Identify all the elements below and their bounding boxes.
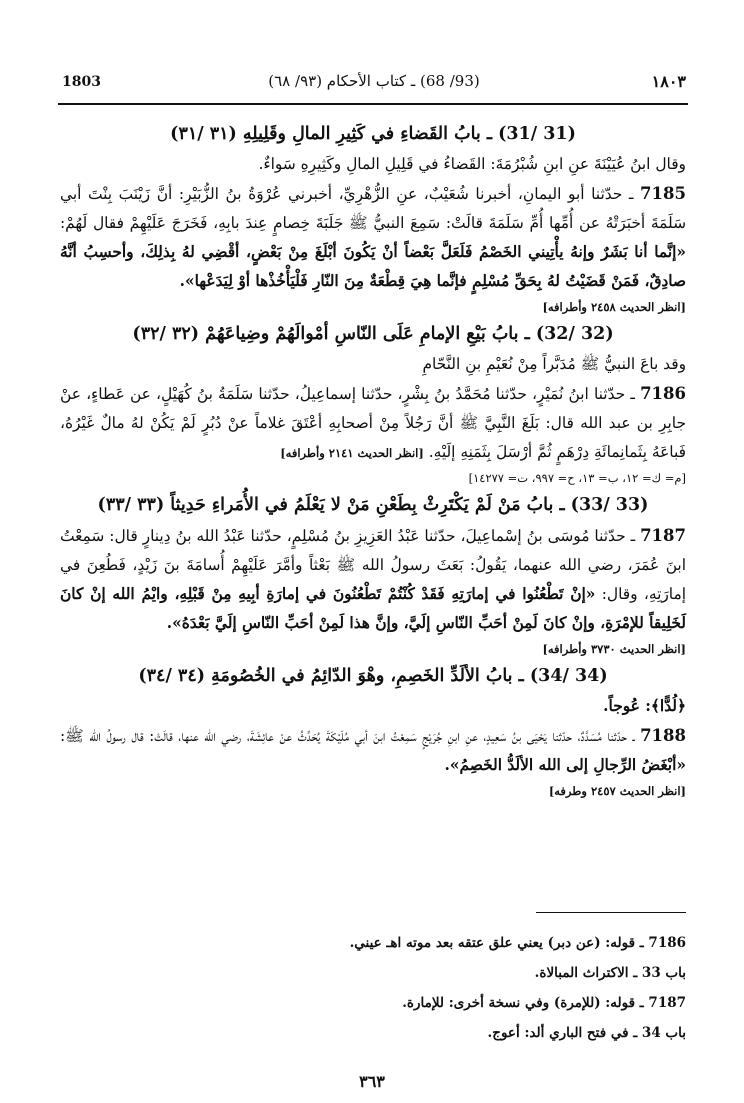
footnote-rule: [536, 912, 686, 913]
hadith-text: ـ حدّثنا ابنُ نُمَيْرٍ، حدّثنا مُحَمَّدُ بنُ بِشْرٍ، حدّثنا إسماعِيلُ، حدّثنا سَلَمَةُ بنُ كُهَيْلٍ، عن عَطاءٍ، عنْ جابِرِ بن عبد الله قال: بَلَغَ النَّبِيَّ ﷺ أنَّ رَجُلاً مِنْ أصحابِهِ أعْتَقَ غلاماً عنْ دُبُرٍ لَمْ يَكُنْ لهُ مالٌ غَيْرُهُ، فَباعَهُ بِثَمانِمائَةِ دِرْهَمٍ ثُمَّ أرْسَلَ بِثَمَنِهِ إلَيْهِ.: [60, 385, 686, 461]
chapter-heading: (33 /33) ـ بابُ مَنْ لَمْ يَكْتَرِثْ بِطَعْنِ مَنْ لا يَعْلَمُ في الأُمَراءِ حَدِيثاً (٣٣ /٣٣): [97, 495, 649, 515]
main-text: [60, 118, 686, 802]
hadith-paragraph: [60, 379, 686, 467]
chapter-intro: ﴿لُدًّا﴾: عُوجاً.: [603, 697, 686, 715]
running-title: (93/ 68) ـ كتاب الأحكام (٩٣/ ٦٨): [268, 72, 480, 90]
hadith-reference: [انظر الحديث ٢١٤١ وأطرافه]: [280, 446, 424, 460]
hadith-paragraph: [60, 521, 686, 638]
chapter-heading: (31 /31) ـ بابُ القَضاءِ في كَثِيرِ المالِ وقَلِيلِهِ (٣١ /٣١): [170, 124, 576, 144]
footnote-text: ـ قوله: (للإمرة) وفي نسخة أخرى: للإمارة.: [402, 995, 644, 1011]
footnotes: [60, 928, 686, 1048]
hadith-paragraph: [60, 179, 686, 296]
hadith-quote: «إنَّما أنا بَشَرٌ وإنهُ يأْتِيني الخَصْمُ فَلَعَلَّ بَعْضاً أنْ يَكُونَ أبْلَغَ مِنْ بَعْضٍ، أقْضِي لهُ بِذلِكَ، وأحسِبُ أنَّهُ صادِقٌ، فَمَنْ قَضَيْتُ لهُ بِحَقِّ مُسْلِمٍ فإنَّما هِيَ قِطْعَةٌ مِنَ النّارِ فَلْيَأْخُذْها أوْ لِيَدَعْها».: [60, 243, 686, 290]
footnote: [60, 988, 686, 1018]
hadith-reference: [انظر الحديث ٣٧٣٠ وأطرافه]: [542, 642, 686, 656]
page-number-arabic: ١٨٠٣: [651, 72, 686, 91]
hadith-text: ـ حدّثنا مُسَدَّدٌ، حدّثنا يَحْيَى بنُ سَعِيدٍ، عنِ ابنِ جُرَيْجٍ سَمِعْتُ ابنَ أبي مُلَيْكَةَ يُحَدِّثُ عنْ عائِشَةَ، رضي الله عنها، قالَتْ: قال رسولُ الله ﷺ:: [60, 727, 635, 745]
hadith-paragraph: [60, 721, 686, 780]
hadith-quote: «إنْ تَطْعُنُوا في إمارَتِهِ فَقَدْ كُنْتُمْ تَطْعُنُونَ في إمارَةِ أبِيهِ مِنْ قَبْلِهِ، وايْمُ الله إنْ كانَ لَخَلِيقاً للإمْرَةِ، وإنْ كانَ لَمِنْ أحَبِّ النّاسِ إلَيَّ، وإنَّ هذا لَمِنْ أحَبِّ النّاسِ إلَيَّ بَعْدَهُ».: [60, 585, 686, 632]
hadith-number: 7185: [640, 184, 686, 203]
hadith-reference: [انظر الحديث ٢٤٥٨ وأطرافه]: [542, 300, 686, 314]
footnote: [60, 958, 686, 988]
chapter-heading: (32 /32) ـ بابُ بَيْعِ الإمامِ عَلَى النّاسِ أمْوالَهُمْ وضِياعَهُمْ (٣٢ /٣٢): [132, 324, 614, 344]
hadith-number: 7186: [640, 384, 686, 403]
chapter-intro: وقال ابنُ عُيَيْنَةَ عنِ ابنِ شُبْرُمَةَ: القَضاءُ في قَلِيلِ المالِ وكَثِيرِهِ سَواءٌ.: [258, 155, 686, 173]
footnote-number: 7186: [648, 935, 686, 951]
hadith-quote: «أبْغَضُ الرِّجالِ إلى الله الألَدُّ الخَصِمُ».: [444, 756, 686, 774]
footnote-number: 7187: [648, 995, 686, 1011]
page-footer-number: ٣٦٣: [359, 1072, 385, 1091]
chapter-heading: (34 /34) ـ بابُ الألَدِّ الخَصِمِ، وهْوَ الدّائِمُ في الخُصُومَةِ (٣٤ /٣٤): [138, 666, 608, 686]
footnote: [60, 1018, 686, 1048]
hadith-reference: [انظر الحديث ٢٤٥٧ وطرفه]: [548, 784, 686, 798]
hadith-text: ـ حدّثنا أبو اليمانِ، أخبرنا شُعَيْبٌ، عنِ الزُّهْرِيِّ، أخبرني عُرْوَةُ بنُ الزُّبَيْرِ: أنَّ زَيْنَبَ بِنْتَ أبي سَلَمَةَ أخبَرَتْهُ عن أُمِّها أُمِّ سَلَمَةَ قالَتْ: سَمِعَ النبيُّ ﷺ جَلَبَةَ خِصامٍ عِندَ بابِهِ، فَخَرَجَ عَلَيْهِمْ فقال لَهُمْ:: [60, 185, 686, 232]
footnote-text: باب 33 ـ الاكتراث المبالاة.: [534, 965, 686, 981]
footnote: [60, 928, 686, 958]
hadith-text: ـ حدّثنا مُوسَى بنُ إسْماعِيلَ، حدّثنا عَبْدُ العَزِيزِ بنُ مُسْلِمٍ، حدّثنا عَبْدُ الله بنُ دِينارٍ قال: سَمِعْتُ ابنَ عُمَرَ، رضي الله عنهما، يَقُولُ: بَعَثَ رسولُ الله ﷺ بَعْثاً وأمَّرَ عَلَيْهِمْ أُسامَةَ بنَ زَيْدٍ، فَطُعِنَ في إمارَتِهِ، وقال:: [60, 527, 686, 603]
hadith-number: 7188: [640, 726, 686, 745]
footnote-text: ـ قوله: (عن دبر) يعني علق عتقه بعد موته اهـ عيني.: [349, 935, 644, 951]
chapter-intro: وقد باعَ النبيُّ ﷺ مُدَبَّراً مِنْ نُعَيْمِ بنِ النَّحّامِ: [422, 355, 686, 373]
page-header: [62, 70, 686, 98]
hadith-number: 7187: [640, 526, 686, 545]
header-rule: [58, 103, 688, 105]
footnote-text: باب 34 ـ في فتح الباري ألد: أعوج.: [487, 1025, 686, 1041]
hadith-crossref: [م= ك= ١٢، ب= ١٣، ح= ٩٩٧، ت= ١٤٢٧٧]: [468, 471, 686, 485]
page-number-latin: 1803: [62, 74, 101, 90]
